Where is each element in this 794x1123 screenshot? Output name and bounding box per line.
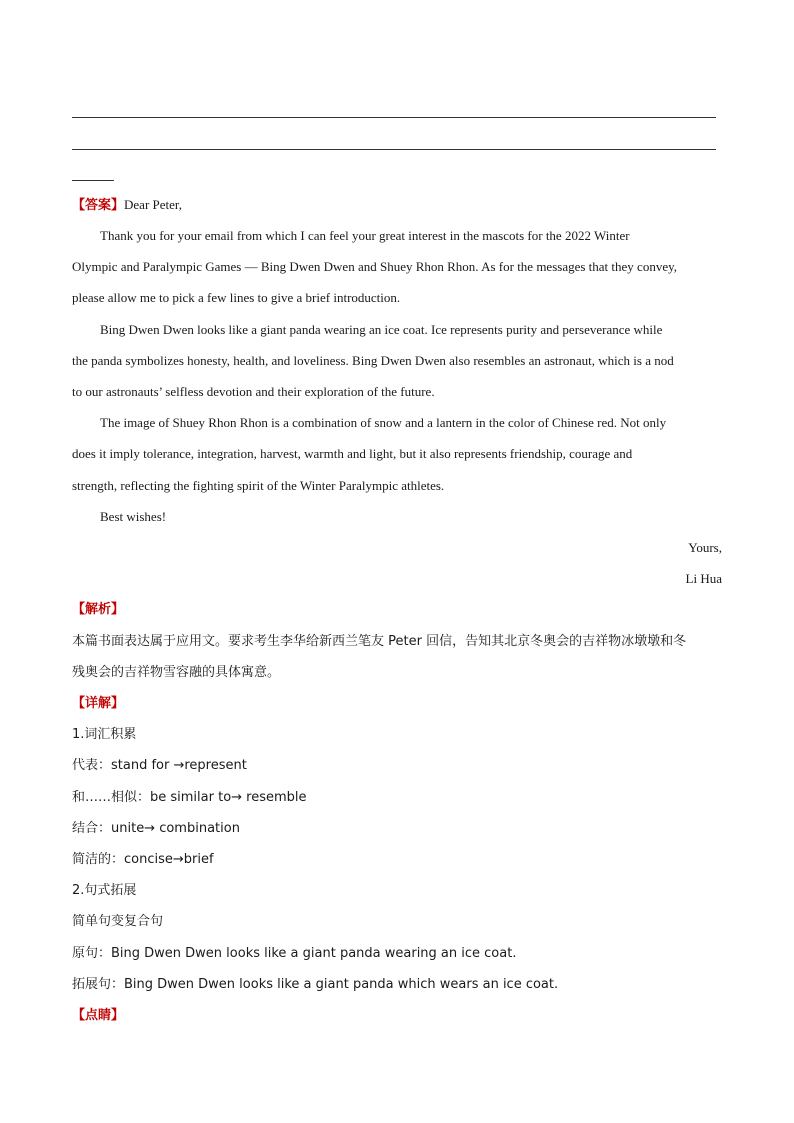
answer-label: 【答案】	[72, 198, 125, 213]
analysis-label: 【解析】	[72, 602, 125, 617]
details-label: 【详解】	[72, 696, 125, 711]
letter-p2-line-3: to our astronauts’ selfless devotion and their exploration of the future.	[72, 384, 435, 399]
answer-blank-line-2	[72, 149, 716, 150]
vocab-item-2: 和……相似：be similar to→ resemble	[72, 790, 307, 805]
answer-salutation-line	[72, 197, 182, 214]
sentence-heading: 2.句式拓展	[72, 883, 137, 898]
answer-blank-line-3	[72, 180, 114, 181]
letter-p2-line-1: Bing Dwen Dwen looks like a giant panda wearing an ice coat. Ice represents purity and perseverance while	[100, 322, 663, 337]
expanded-sentence: 拓展句：Bing Dwen Dwen looks like a giant panda which wears an ice coat.	[72, 977, 559, 992]
letter-p3-line-3: strength, reflecting the fighting spirit of the Winter Paralympic athletes.	[72, 478, 445, 493]
comment-label: 【点睛】	[72, 1008, 125, 1023]
vocab-heading: 1.词汇积累	[72, 727, 137, 742]
letter-p1-line-1: Thank you for your email from which I can feel your great interest in the mascots for the 2022 Winter	[100, 228, 630, 243]
letter-signature: Li Hua	[685, 571, 722, 586]
vocab-item-1: 代表：stand for →represent	[72, 758, 247, 773]
letter-p3-line-2: does it imply tolerance, integration, harvest, warmth and light, but it also represents friendship, courage and	[72, 446, 633, 461]
salutation: Dear Peter,	[124, 197, 182, 212]
analysis-line-2: 残奥会的吉祥物雪容融的具体寓意。	[72, 665, 281, 680]
analysis-line-1: 本篇书面表达属于应用文。要求考生李华给新西兰笔友 Peter 回信，告知其北京冬奥会的吉祥物冰墩墩和冬	[72, 634, 687, 649]
letter-p1-line-3: please allow me to pick a few lines to give a brief introduction.	[72, 290, 401, 305]
vocab-item-3: 结合：unite→ combination	[72, 821, 240, 836]
original-sentence: 原句：Bing Dwen Dwen looks like a giant panda wearing an ice coat.	[72, 946, 517, 961]
answer-blank-line-1	[72, 117, 716, 118]
vocab-item-4: 简洁的：concise→brief	[72, 852, 214, 867]
letter-p3-line-1: The image of Shuey Rhon Rhon is a combination of snow and a lantern in the color of Chinese red. Not only	[100, 415, 667, 430]
sentence-subheading: 简单句变复合句	[72, 914, 164, 929]
letter-p1-line-2: Olympic and Paralympic Games — Bing Dwen Dwen and Shuey Rhon Rhon. As for the messages that they convey,	[72, 259, 677, 274]
letter-sign-off: Yours,	[688, 540, 722, 555]
letter-closing: Best wishes!	[100, 509, 167, 524]
letter-p2-line-2: the panda symbolizes honesty, health, and loveliness. Bing Dwen Dwen also resembles an astronaut, which is a nod	[72, 353, 674, 368]
